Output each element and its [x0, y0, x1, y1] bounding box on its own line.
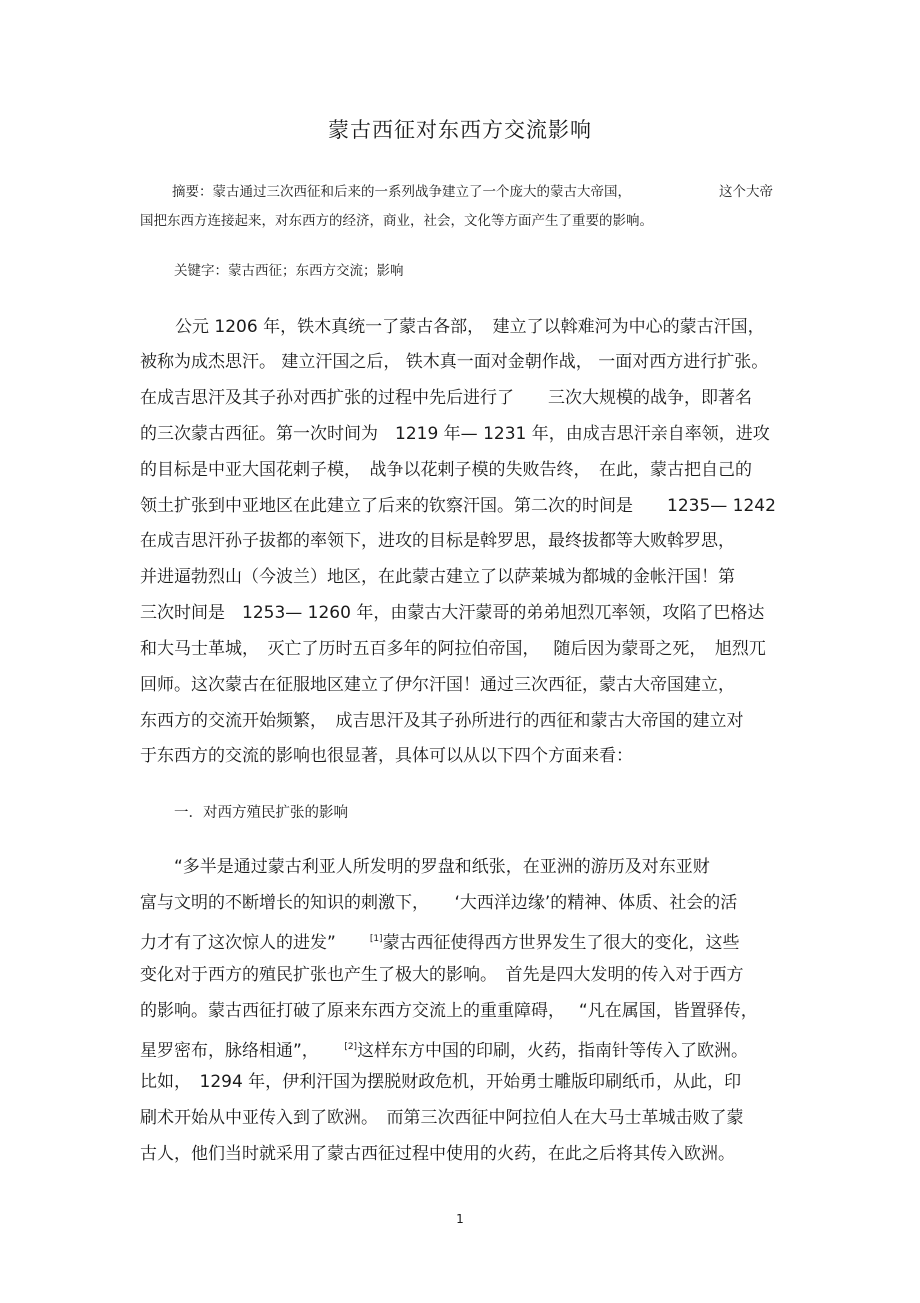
citation-ref[interactable]: [1] [369, 934, 383, 944]
paragraph-line: 在成吉思汗及其子孙对西扩张的过程中先后进行了 三次大规模的战争，即著名 [140, 388, 752, 408]
paragraph-line: 被称为成杰思汗。 建立汗国之后， 铁木真一面对金朝作战， 一面对西方进行扩张。 [140, 352, 769, 372]
paragraph-text: 蒙古西征使得西方世界发生了很大的变化，这些 [382, 933, 740, 953]
paragraph-line: 东西方的交流开始频繁， 成吉思汗及其子孙所进行的西征和蒙古大帝国的建立对 [140, 711, 744, 731]
paragraph-line: 古人，他们当时就采用了蒙古西征过程中使用的火药，在此之后将其传入欧洲。 [140, 1144, 735, 1164]
paragraph-line: 于东西方的交流的影响也很显著，具体可以从以下四个方面来看： [140, 746, 633, 766]
paragraph-line: 三次时间是 1253— 1260 年，由蒙古大汗蒙哥的弟弟旭烈兀率领，攻陷了巴格达 [140, 603, 765, 623]
paragraph-line: 变化对于西方的殖民扩张也产生了极大的影响。 首先是四大发明的传入对于西方 [140, 965, 744, 985]
paragraph-line: 的影响。蒙古西征打破了原来东西方交流上的重重障碍， “凡在属国，皆置驿传， [140, 1001, 758, 1021]
page-number: 1 [456, 1212, 464, 1226]
abstract-line-1 [172, 183, 631, 201]
citation-ref[interactable]: [2] [344, 1042, 358, 1052]
paragraph-line: 富与文明的不断增长的知识的刺激下， ‘大西洋边缘’的精神、体质、社会的活 [140, 893, 738, 913]
paragraph-line: 并进逼勃烈山（今波兰）地区，在此蒙古建立了以萨莱城为都城的金帐汗国！第 [140, 567, 735, 587]
paragraph-line: 的目标是中亚大国花剌子模， 战争以花剌子模的失败告终， 在此，蒙古把自己的 [140, 460, 752, 480]
abstract-text: 这个大帝 [719, 184, 773, 200]
paragraph-line: 公元 1206 年，铁木真统一了蒙古各部， 建立了以斡难河为中心的蒙古汗国， [158, 317, 765, 337]
abstract-text: 摘要：蒙古通过三次西征和后来的一系列战争建立了一个庞大的蒙古大帝国， [172, 184, 631, 200]
paragraph-text: 这样东方中国的印刷，火药，指南针等传入了欧洲。 [357, 1041, 749, 1061]
paragraph-line: 领土扩张到中亚地区在此建立了后来的钦察汗国。第二次的时间是 1235— 1242 [140, 496, 776, 516]
paragraph-line: 在成吉思汗孙子拔都的率领下，进攻的目标是斡罗思，最终拔都等大败斡罗思， [140, 531, 735, 551]
document-title: 蒙古西征对东西方交流影响 [328, 118, 592, 142]
paragraph-line: 回师。这次蒙古在征服地区建立了伊尔汗国！通过三次西征，蒙古大帝国建立， [140, 675, 735, 695]
paragraph-line [140, 928, 740, 954]
paragraph-text: 星罗密布，脉络相通”， [140, 1041, 345, 1061]
abstract-line-1-end [719, 183, 773, 201]
abstract-line-2: 国把东西方连接起来，对东西方的经济，商业，社会，文化等方面产生了重要的影响。 [140, 213, 653, 229]
paragraph-line: 比如， 1294 年，伊利汗国为摆脱财政危机，开始勇士雕版印刷纸币，从此，印 [140, 1072, 742, 1092]
section-heading: 一．对西方殖民扩张的影响 [174, 805, 348, 821]
paragraph-line: 刷术开始从中亚传入到了欧洲。 而第三次西征中阿拉伯人在大马士革城击败了蒙 [140, 1108, 744, 1128]
paragraph-line: “多半是通过蒙古利亚人所发明的罗盘和纸张，在亚洲的游历及对东亚财 [174, 857, 710, 877]
paragraph-text: 力才有了这次惊人的进发” [140, 933, 370, 953]
paragraph-line: 和大马士革城， 灭亡了历时五百多年的阿拉伯帝国， 随后因为蒙哥之死， 旭烈兀 [140, 639, 766, 659]
paragraph-line [140, 1036, 748, 1062]
keywords: 关键字：蒙古西征；东西方交流；影响 [174, 263, 404, 279]
paragraph-line: 的三次蒙古西征。第一次时间为 1219 年— 1231 年，由成吉思汗亲自率领，进攻 [140, 424, 770, 444]
